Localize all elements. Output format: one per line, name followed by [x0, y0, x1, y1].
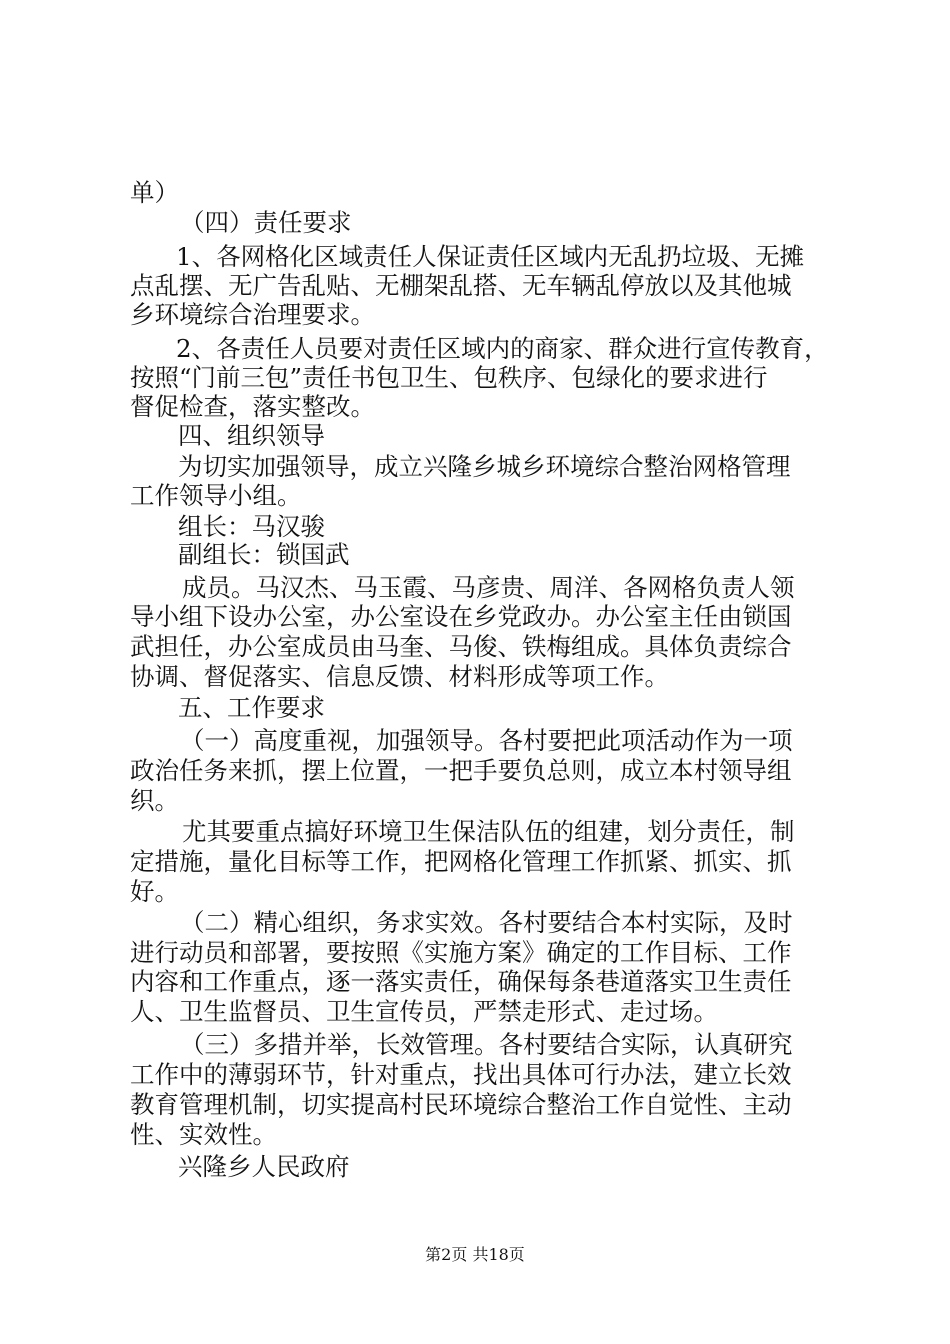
text-line: 好。 — [130, 877, 179, 906]
text-line: 单） — [130, 178, 179, 207]
text-line: 定措施，量化目标等工作，把网格化管理工作抓紧、抓实、抓 — [130, 847, 792, 876]
text-line: 成员。马汉杰、马玉霞、马彦贵、周洋、各网格负责人领 — [182, 573, 795, 602]
text-line: 2、各责任人员要对责任区域内的商家、群众进行宣传教育， — [176, 334, 829, 363]
text-line: 乡环境综合治理要求。 — [130, 300, 375, 329]
text-line: 教育管理机制，切实提高村民环境综合整治工作自觉性、主动 — [130, 1090, 792, 1119]
text-line: （一）高度重视，加强领导。各村要把此项活动作为一项 — [180, 726, 793, 755]
section-heading: 五、工作要求 — [178, 693, 325, 722]
text-line: 内容和工作重点，逐一落实责任，确保每条巷道落实卫生责任 — [130, 967, 792, 996]
text-line: 组长：马汉骏 — [178, 512, 325, 541]
text-line: 武担任，办公室成员由马奎、马俊、铁梅组成。具体负责综合 — [130, 632, 792, 661]
text-line: 点乱摆、无广告乱贴、无棚架乱搭、无车辆乱停放以及其他城 — [130, 271, 792, 300]
section-heading: （四）责任要求 — [180, 208, 352, 237]
text-line: 按照“门前三包”责任书包卫生、包秩序、包绿化的要求进行 — [130, 363, 768, 392]
text-line: 政治任务来抓，摆上位置，一把手要负总则，成立本村领导组 — [130, 756, 792, 785]
text-line: （二）精心组织，务求实效。各村要结合本村实际，及时 — [180, 908, 793, 937]
text-line: 织。 — [130, 786, 179, 815]
signature-line: 兴隆乡人民政府 — [178, 1152, 350, 1181]
text-line: 工作中的薄弱环节，针对重点，找出具体可行办法，建立长效 — [130, 1060, 792, 1089]
text-line: 督促检查，落实整改。 — [130, 392, 375, 421]
text-line: 1、各网格化区域责任人保证责任区域内无乱扔垃圾、无摊 — [176, 242, 805, 271]
text-line: 工作领导小组。 — [130, 481, 302, 510]
text-line: 副组长：锁国武 — [178, 540, 350, 569]
text-line: 为切实加强领导，成立兴隆乡城乡环境综合整治网格管理 — [178, 452, 791, 481]
text-line: 人、卫生监督员、卫生宣传员，严禁走形式、走过场。 — [130, 997, 718, 1026]
text-line: 协调、督促落实、信息反馈、材料形成等项工作。 — [130, 662, 669, 691]
text-line: 导小组下设办公室，办公室设在乡党政办。办公室主任由锁国 — [130, 602, 792, 631]
text-line: （三）多措并举，长效管理。各村要结合实际，认真研究 — [180, 1030, 793, 1059]
text-line: 性、实效性。 — [130, 1120, 277, 1149]
section-heading: 四、组织领导 — [178, 421, 325, 450]
page-number: 第2页 共18页 — [425, 1245, 525, 1264]
text-line: 尤其要重点搞好环境卫生保洁队伍的组建，划分责任，制 — [182, 817, 795, 846]
text-line: 进行动员和部署，要按照《实施方案》确定的工作目标、工作 — [130, 938, 792, 967]
